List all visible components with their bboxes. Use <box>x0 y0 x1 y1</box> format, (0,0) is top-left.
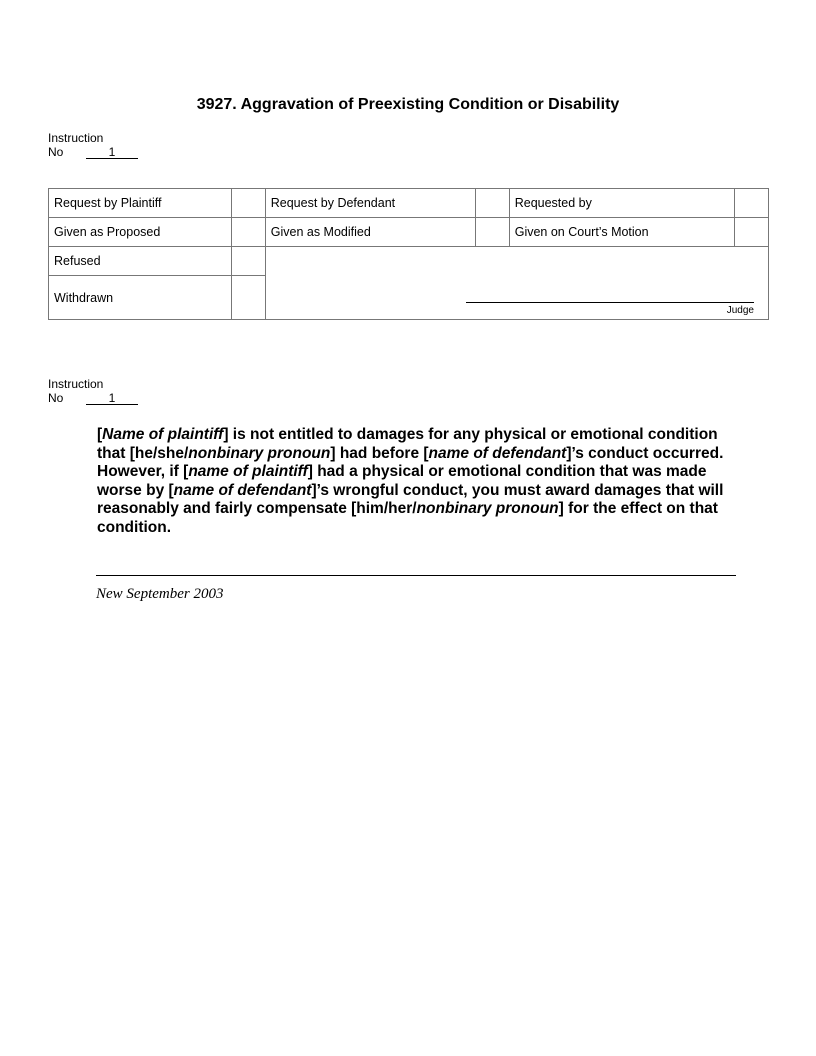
instruction-no-label: No <box>48 391 64 405</box>
instruction-number-block <box>48 377 116 405</box>
placeholder-pronoun: nonbinary pronoun <box>188 444 331 462</box>
text-segment: ] for the effect on that condition. <box>97 500 718 536</box>
requested-by-checkbox[interactable] <box>735 189 769 218</box>
instruction-label: Instruction <box>48 377 104 391</box>
instruction-no-row <box>48 145 116 159</box>
given-as-modified-checkbox[interactable] <box>475 218 509 247</box>
given-as-proposed-checkbox[interactable] <box>231 218 265 247</box>
table-row <box>49 218 769 247</box>
instruction-label: Instruction <box>48 131 104 145</box>
request-by-defendant-label: Request by Defendant <box>265 189 475 218</box>
given-as-modified-label: Given as Modified <box>265 218 475 247</box>
placeholder-defendant-name: name of defendant <box>428 444 567 462</box>
judge-signature-line[interactable] <box>466 302 754 303</box>
text-segment: ] is not entitled to damages for any physical or emotional condition that [he/she/ <box>97 426 718 462</box>
placeholder-plaintiff-name: Name of plaintiff <box>102 426 224 443</box>
table-row <box>49 247 769 276</box>
request-status-table <box>48 188 769 320</box>
page-title: 3927. Aggravation of Preexisting Condition or Disability <box>196 96 620 113</box>
instruction-no-row <box>48 391 116 405</box>
refused-label: Refused <box>49 247 232 276</box>
instruction-no-value: 1 <box>86 391 138 405</box>
text-segment: ] had a physical or emotional condition that was made worse by [ <box>97 463 707 499</box>
instruction-number-block <box>48 131 116 159</box>
given-on-courts-motion-checkbox[interactable] <box>735 218 769 247</box>
withdrawn-label: Withdrawn <box>49 276 232 320</box>
history-note: New September 2003 <box>96 586 224 602</box>
text-segment: ]’s wrongful conduct, you must award damages that will reasonably and fairly compensate [him/her/ <box>97 481 724 517</box>
given-as-proposed-label: Given as Proposed <box>49 218 232 247</box>
request-by-plaintiff-label: Request by Plaintiff <box>49 189 232 218</box>
given-on-courts-motion-label: Given on Court’s Motion <box>509 218 734 247</box>
text-segment: ] had before [ <box>330 444 429 462</box>
judge-label: Judge <box>726 305 754 316</box>
judge-signature-area <box>265 247 768 320</box>
placeholder-defendant-name: name of defendant <box>173 481 312 499</box>
section-divider <box>96 575 736 576</box>
instruction-no-label: No <box>48 145 64 159</box>
instruction-no-value: 1 <box>86 145 138 159</box>
request-by-defendant-checkbox[interactable] <box>475 189 509 218</box>
table-row <box>49 189 769 218</box>
placeholder-plaintiff-name: name of plaintiff <box>188 463 308 480</box>
requested-by-label: Requested by <box>509 189 734 218</box>
request-by-plaintiff-checkbox[interactable] <box>231 189 265 218</box>
placeholder-pronoun: nonbinary pronoun <box>416 500 559 517</box>
instruction-text <box>97 426 747 537</box>
text-segment: ]’s conduct occurred. However, if [ <box>97 444 724 480</box>
refused-checkbox[interactable] <box>231 247 265 276</box>
text-segment: [ <box>97 426 103 443</box>
withdrawn-checkbox[interactable] <box>231 276 265 320</box>
